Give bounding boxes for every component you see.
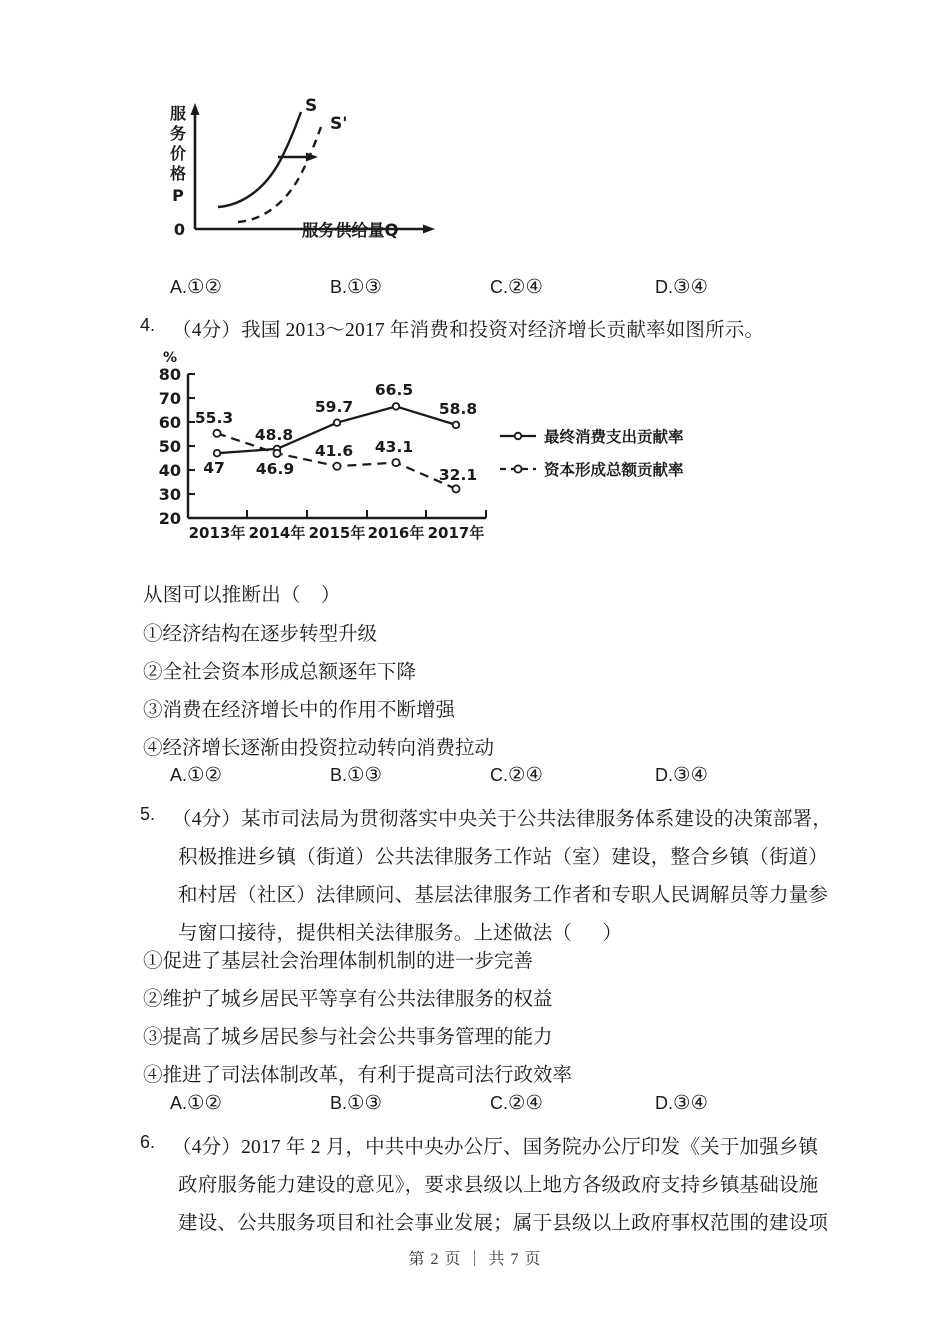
question4-stem-text: 我国 2013～2017 年消费和投资对经济增长贡献率如图所示。 — [241, 320, 765, 341]
supply-curve-s-prime — [238, 127, 321, 222]
datalabel-consumption-2014: 48.8 — [254, 426, 294, 444]
q5-option-c-value: ②④ — [508, 1093, 543, 1114]
y-axis-arrow — [191, 103, 200, 115]
y-tick-60: 60 — [158, 413, 181, 432]
x-axis-arrow — [423, 225, 435, 234]
option-b-label: B. — [330, 277, 348, 297]
question6-number: 6. — [140, 1132, 156, 1152]
x-tick-2017: 2017年 — [427, 524, 485, 542]
x-tick-2015: 2015年 — [308, 524, 366, 542]
y-tick-50: 50 — [158, 437, 181, 456]
option-d-value: ③④ — [673, 277, 708, 298]
y-tick-80: 80 — [158, 365, 181, 384]
q5-option-a[interactable] — [170, 1091, 222, 1115]
curve-label-s: S — [305, 96, 318, 116]
option-b-value: ①③ — [347, 277, 382, 298]
question5-stem-line-1 — [172, 802, 832, 838]
page-footer: 第 2 页 ｜ 共 7 页 — [408, 1251, 542, 1268]
question6-stem-text-1: 2017 年 2 月，中共中央办公厅、国务院办公厅印发《关于加强乡镇 — [241, 1137, 819, 1158]
question5-item-3: ③提高了城乡居民参与社会公共事务管理的能力 — [143, 1027, 553, 1048]
legend-label-consumption: 最终消费支出贡献率 — [544, 428, 684, 446]
question5-options-row — [170, 1091, 870, 1121]
question5-stem-text-1: 某市司法局为贯彻落实中央关于公共法律服务体系建设的决策部署， — [241, 809, 833, 830]
question5-stem-line-3: 和村居（社区）法律顾问、基层法律服务工作者和专职人民调解员等力量参 — [178, 885, 829, 906]
question4-score: （4分） — [172, 320, 242, 341]
option-c-label: C. — [490, 277, 508, 297]
y-tick-70: 70 — [158, 389, 181, 408]
question4-number: 4. — [140, 315, 156, 335]
q4-option-a-label: A. — [170, 765, 188, 785]
y-tick-30: 30 — [158, 485, 181, 504]
q4-option-d[interactable] — [655, 763, 708, 787]
question3-options-row — [170, 275, 870, 305]
question6-stem-line-2: 政府服务能力建设的意见》，要求县级以上地方各级政府支持乡镇基础设施 — [178, 1175, 819, 1196]
supply-curve-svg — [140, 95, 470, 260]
q4-option-b[interactable] — [330, 763, 382, 787]
q4-option-d-value: ③④ — [673, 765, 708, 786]
y-axis-label-char-2: 务 — [169, 124, 187, 143]
q5-option-d-value: ③④ — [673, 1093, 708, 1114]
datalabel-capital-2015: 41.6 — [314, 442, 354, 460]
option-a-value: ①② — [187, 277, 222, 298]
service-supply-curve-diagram — [140, 95, 470, 260]
q5-option-d[interactable] — [655, 1091, 708, 1115]
q4-option-b-value: ①③ — [347, 765, 382, 786]
option-a[interactable] — [170, 275, 222, 299]
chart-y-axis-unit: % — [162, 350, 178, 366]
y-tick-20: 20 — [158, 509, 181, 528]
question5-stem-line-4: 与窗口接待，提供相关法律服务。上述做法（ ） — [178, 923, 623, 944]
curve-label-s-prime: S' — [330, 114, 348, 134]
question5-item-1: ①促进了基层社会治理体制机制的进一步完善 — [143, 951, 534, 972]
option-b[interactable] — [330, 275, 382, 299]
datalabel-capital-2013: 55.3 — [194, 409, 234, 427]
datalabel-consumption-2016: 66.5 — [374, 381, 414, 399]
question4-options-row — [170, 763, 870, 793]
option-d[interactable] — [655, 275, 708, 299]
datalabel-capital-2014: 46.9 — [255, 460, 295, 478]
question5-item-4: ④推进了司法体制改革，有利于提高司法行政效率 — [143, 1065, 573, 1086]
option-c-value: ②④ — [508, 277, 543, 298]
question4-item-2: ②全社会资本形成总额逐年下降 — [143, 662, 417, 683]
q5-option-b[interactable] — [330, 1091, 382, 1115]
option-c[interactable] — [490, 275, 543, 299]
x-tick-2016: 2016年 — [367, 524, 425, 542]
q4-option-c-value: ②④ — [508, 765, 543, 786]
question4-item-1: ①经济结构在逐步转型升级 — [143, 624, 378, 645]
series-capital-formation-markers — [213, 430, 459, 493]
question5-number: 5. — [140, 804, 156, 824]
chart-legend — [500, 427, 684, 479]
legend-label-capital: 资本形成总额贡献率 — [544, 461, 684, 479]
origin-label: 0 — [173, 220, 185, 239]
q4-option-b-label: B. — [330, 765, 348, 785]
contribution-rate-line-chart — [148, 348, 718, 546]
line-chart-svg — [148, 348, 718, 546]
datalabel-consumption-2013: 47 — [203, 459, 225, 477]
q5-option-b-value: ①③ — [347, 1093, 382, 1114]
shift-arrow-head — [306, 153, 318, 162]
q5-option-c[interactable] — [490, 1091, 543, 1115]
q4-option-c[interactable] — [490, 763, 543, 787]
question4-prompt: 从图可以推断出（ ） — [143, 585, 341, 606]
question4-item-4: ④经济增长逐渐由投资拉动转向消费拉动 — [143, 738, 495, 759]
q5-option-c-label: C. — [490, 1093, 508, 1113]
y-axis-label-char-4: 格 — [169, 164, 187, 183]
q4-option-d-label: D. — [655, 765, 673, 785]
datalabel-consumption-2015: 59.7 — [314, 398, 354, 416]
x-tick-2014: 2014年 — [248, 524, 306, 542]
q5-option-d-label: D. — [655, 1093, 673, 1113]
question5-stem-line-2: 积极推进乡镇（街道）公共法律服务工作站（室）建设，整合乡镇（街道） — [178, 847, 829, 868]
question5-item-2: ②维护了城乡居民平等享有公共法律服务的权益 — [143, 989, 553, 1010]
x-axis-label: 服务供给量Q — [302, 221, 399, 240]
chart-x-ticks — [247, 510, 486, 518]
q4-option-c-label: C. — [490, 765, 508, 785]
datalabel-capital-2016: 43.1 — [374, 438, 414, 456]
q5-option-b-label: B. — [330, 1093, 348, 1113]
y-axis-label-char-1: 服 — [169, 104, 187, 123]
y-axis-label-char-3: 价 — [169, 144, 187, 163]
question6-score: （4分） — [172, 1137, 242, 1158]
legend-marker-consumption — [515, 433, 522, 440]
option-d-label: D. — [655, 277, 673, 297]
question4-item-3: ③消费在经济增长中的作用不断增强 — [143, 700, 456, 721]
question6-stem-line-1 — [172, 1130, 818, 1166]
q5-option-a-value: ①② — [187, 1093, 222, 1114]
x-tick-2013: 2013年 — [188, 524, 246, 542]
q4-option-a-value: ①② — [187, 765, 222, 786]
question6-stem-line-3: 建设、公共服务项目和社会事业发展；属于县级以上政府事权范围的建设项 — [178, 1213, 829, 1234]
question4-stem — [172, 313, 764, 349]
question5-score: （4分） — [172, 809, 242, 830]
q4-option-a[interactable] — [170, 763, 222, 787]
datalabel-consumption-2017: 58.8 — [438, 400, 478, 418]
y-tick-40: 40 — [158, 461, 181, 480]
option-a-label: A. — [170, 277, 188, 297]
q5-option-a-label: A. — [170, 1093, 188, 1113]
datalabel-capital-2017: 32.1 — [438, 466, 478, 484]
y-axis-label-char-5: P — [172, 186, 184, 205]
legend-marker-capital — [514, 465, 521, 472]
